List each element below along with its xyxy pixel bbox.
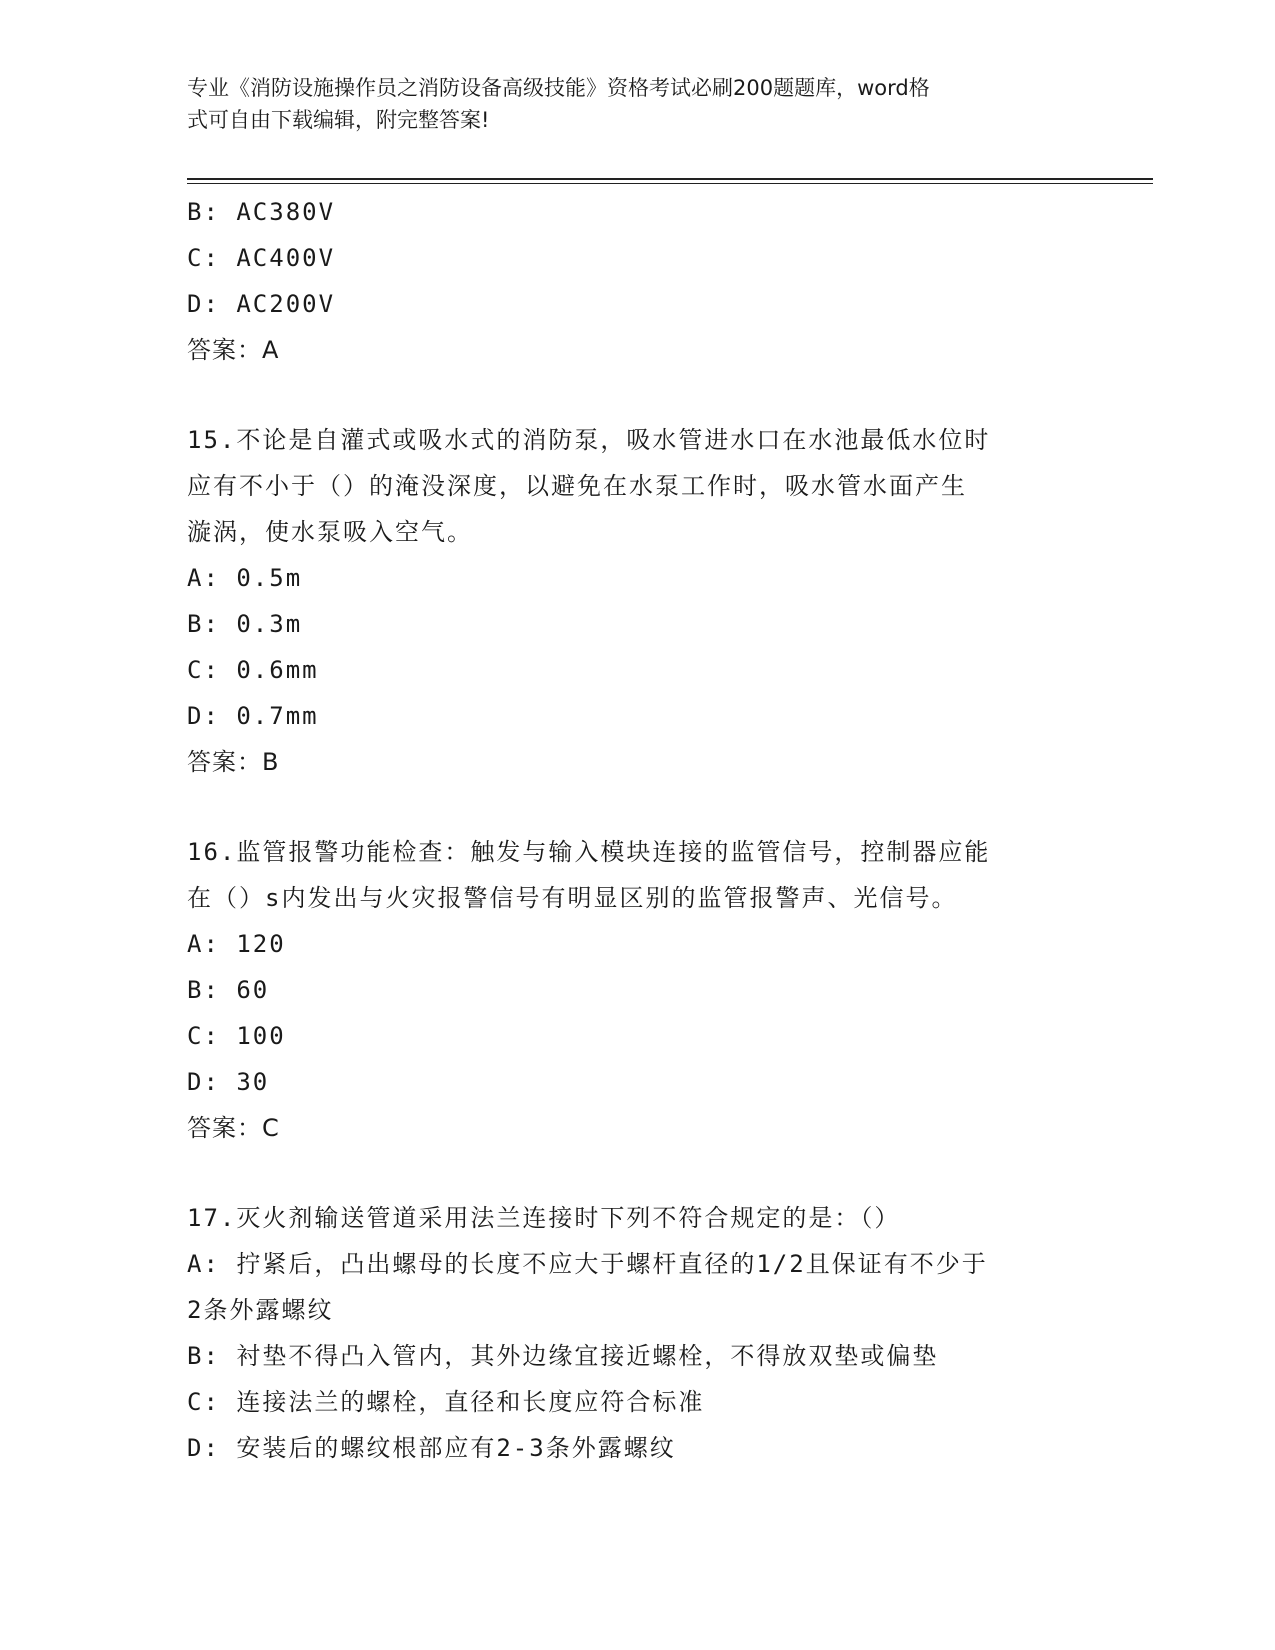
header-divider-thin (187, 183, 1153, 184)
question-stem-line: 漩涡，使水泵吸入空气。 (187, 518, 473, 546)
option-a: A: 0.5m (187, 564, 303, 592)
question-stem-line: 在（）s内发出与火灾报警信号有明显区别的监管报警声、光信号。 (187, 884, 958, 912)
answer-line: 答案：C (187, 1114, 280, 1142)
header-line-2: 式可自由下载编辑，附完整答案! (187, 108, 490, 132)
question-15 (187, 417, 1087, 785)
question-16 (187, 829, 1087, 1151)
option-b: B: AC380V (187, 198, 336, 226)
option-c: C: AC400V (187, 244, 336, 272)
question-17 (187, 1195, 1087, 1471)
option-a: A: 拧紧后，凸出螺母的长度不应大于螺杆直径的1/2且保证有不少于 (187, 1250, 988, 1278)
option-d: D: AC200V (187, 290, 336, 318)
option-a: A: 120 (187, 930, 286, 958)
option-b: B: 衬垫不得凸入管内，其外边缘宜接近螺栓，不得放双垫或偏垫 (187, 1342, 939, 1370)
document-header (187, 72, 1067, 136)
option-d: D: 安装后的螺纹根部应有2-3条外露螺纹 (187, 1434, 676, 1462)
partial-question (187, 189, 1087, 373)
option-a-continued: 2条外露螺纹 (187, 1296, 334, 1324)
option-d: D: 30 (187, 1068, 270, 1096)
question-stem-line: 16.监管报警功能检查：触发与输入模块连接的监管信号，控制器应能 (187, 838, 991, 866)
option-c: C: 100 (187, 1022, 286, 1050)
option-d: D: 0.7mm (187, 702, 319, 730)
option-c: C: 连接法兰的螺栓，直径和长度应符合标准 (187, 1388, 705, 1416)
header-line-1: 专业《消防设施操作员之消防设备高级技能》资格考试必刷200题题库，word格 (187, 76, 930, 100)
answer-line: 答案：B (187, 748, 280, 776)
answer-line: 答案：A (187, 336, 280, 364)
header-divider-thick (187, 178, 1153, 180)
question-stem-line: 应有不小于（）的淹没深度，以避免在水泵工作时，吸水管水面产生 (187, 472, 967, 500)
question-stem-line: 17.灭火剂输送管道采用法兰连接时下列不符合规定的是：（） (187, 1204, 901, 1232)
option-b: B: 60 (187, 976, 270, 1004)
option-c: C: 0.6mm (187, 656, 319, 684)
question-content (187, 189, 1087, 1471)
option-b: B: 0.3m (187, 610, 303, 638)
question-stem-line: 15.不论是自灌式或吸水式的消防泵，吸水管进水口在水池最低水位时 (187, 426, 991, 454)
